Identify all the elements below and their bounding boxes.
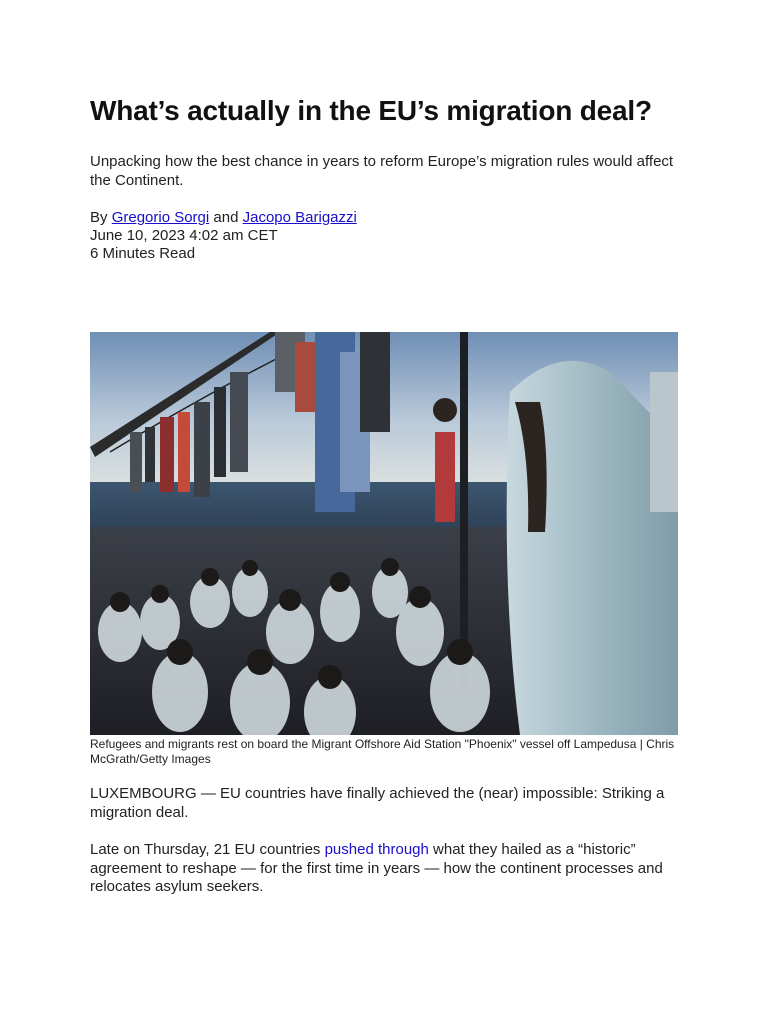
- paragraph-2-rest: what they hailed as a “historic” agreement to reshape — for the first time in years — how the continent processes and relocates asylum seekers.: [90, 841, 663, 895]
- byline: [90, 209, 680, 227]
- paragraph-2-lead: Late on Thursday, 21 EU countries: [90, 841, 325, 858]
- body-paragraph-1: LUXEMBOURG — EU countries have finally achieved the (near) impossible: Striking a migration deal.: [90, 785, 665, 821]
- byline-conjunction: and: [213, 209, 239, 226]
- headline: What’s actually in the EU’s migration deal?: [90, 95, 652, 126]
- author-link-jacopo-barigazzi[interactable]: Jacopo Barigazzi: [242, 209, 357, 226]
- lead-photo-illustration: [90, 332, 678, 735]
- article-body: [90, 785, 680, 916]
- lead-photo: [90, 332, 678, 735]
- photo-caption: Refugees and migrants rest on board the Migrant Offshore Aid Station "Phoenix" vessel off Lampedusa | Chris McGrath/Getty Images: [90, 737, 675, 766]
- body-paragraph-2: [90, 841, 680, 897]
- dek: Unpacking how the best chance in years to reform Europe’s migration rules would affect the Continent.: [90, 153, 674, 189]
- pushed-through-link[interactable]: pushed through: [324, 841, 429, 858]
- byline-prefix: By: [90, 209, 108, 226]
- article-header: [90, 92, 680, 263]
- read-time: 6 Minutes Read: [90, 245, 196, 262]
- publish-date: June 10, 2023 4:02 am CET: [90, 227, 278, 244]
- author-link-gregorio-sorgi[interactable]: Gregorio Sorgi: [111, 209, 210, 226]
